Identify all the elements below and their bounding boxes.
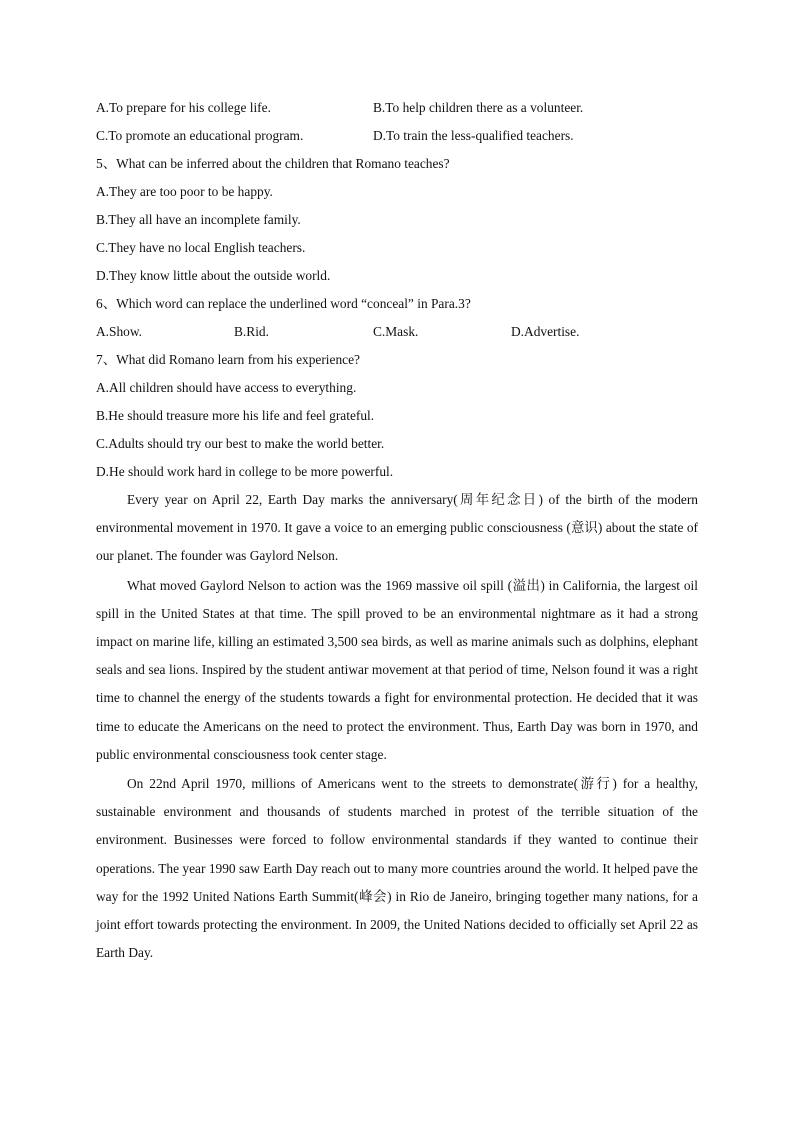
q6-option-b: B.Rid. (234, 324, 269, 339)
q5-option-d: D.They know little about the outside world. (96, 268, 331, 283)
q4-option-b: B.To help children there as a volunteer. (373, 100, 584, 115)
q5-option-b: B.They all have an incomplete family. (96, 212, 301, 227)
q6-option-c: C.Mask. (373, 324, 419, 339)
q7-option-a: A.All children should have access to everything. (96, 380, 357, 395)
q4-option-a: A.To prepare for his college life. (96, 100, 271, 115)
q7-option-b: B.He should treasure more his life and feel grateful. (96, 408, 375, 423)
passage-paragraph-2: What moved Gaylord Nelson to action was the 1969 massive oil spill (溢出) in California, the largest oil spill in the United States at that time. The spill proved to be an environmental nightmare as it had a strong impact on marine life, killing an estimated 3,500 sea birds, as well as marine animals such as dolphins, elephant seals and sea lions. Inspired by the student antiwar movement at that period of time, Nelson found it was a right time to channel the energy of the students towards a fight for environmental protection. He decided that it was time to educate the Americans on the need to protect the environment. Thus, Earth Day was born in 1970, and public environmental consciousness took center stage. (96, 577, 698, 762)
q6-options-row (96, 318, 698, 346)
passage-paragraph-3: On 22nd April 1970, millions of Americans went to the streets to demonstrate(游行) for a healthy, sustainable environment and thousands of students marched in protest of the terrible situation of the environment. Businesses were forced to follow environmental standards if they wanted to continue their operations. The year 1990 saw Earth Day reach out to many more countries around the world. It helped pave the way for the 1992 United Nations Earth Summit(峰会) in Rio de Janeiro, bringing together many nations, for a joint effort towards protecting the environment. In 2009, the United Nations decided to officially set April 22 as Earth Day. (96, 776, 698, 961)
q5-option-c: C.They have no local English teachers. (96, 240, 306, 255)
passage-paragraph-1: Every year on April 22, Earth Day marks the anniversary(周年纪念日) of the birth of the modern environmental movement in 1970. It gave a voice to an emerging public consciousness (意识) about the state of our planet. The founder was Gaylord Nelson. (96, 492, 698, 564)
q4-option-c: C.To promote an educational program. (96, 128, 304, 143)
q5-stem: 5、What can be inferred about the children that Romano teaches? (96, 156, 450, 171)
q4-options-row-2 (96, 122, 698, 150)
document-page (96, 94, 698, 967)
q6-stem: 6、Which word can replace the underlined word “conceal” in Para.3? (96, 296, 471, 311)
q7-option-c: C.Adults should try our best to make the world better. (96, 436, 385, 451)
q7-stem: 7、What did Romano learn from his experience? (96, 352, 361, 367)
q4-options-row-1 (96, 94, 698, 122)
q7-option-d: D.He should work hard in college to be more powerful. (96, 464, 394, 479)
q6-option-d: D.Advertise. (511, 324, 580, 339)
q6-option-a: A.Show. (96, 324, 143, 339)
q5-option-a: A.They are too poor to be happy. (96, 184, 273, 199)
q4-option-d: D.To train the less-qualified teachers. (373, 128, 574, 143)
